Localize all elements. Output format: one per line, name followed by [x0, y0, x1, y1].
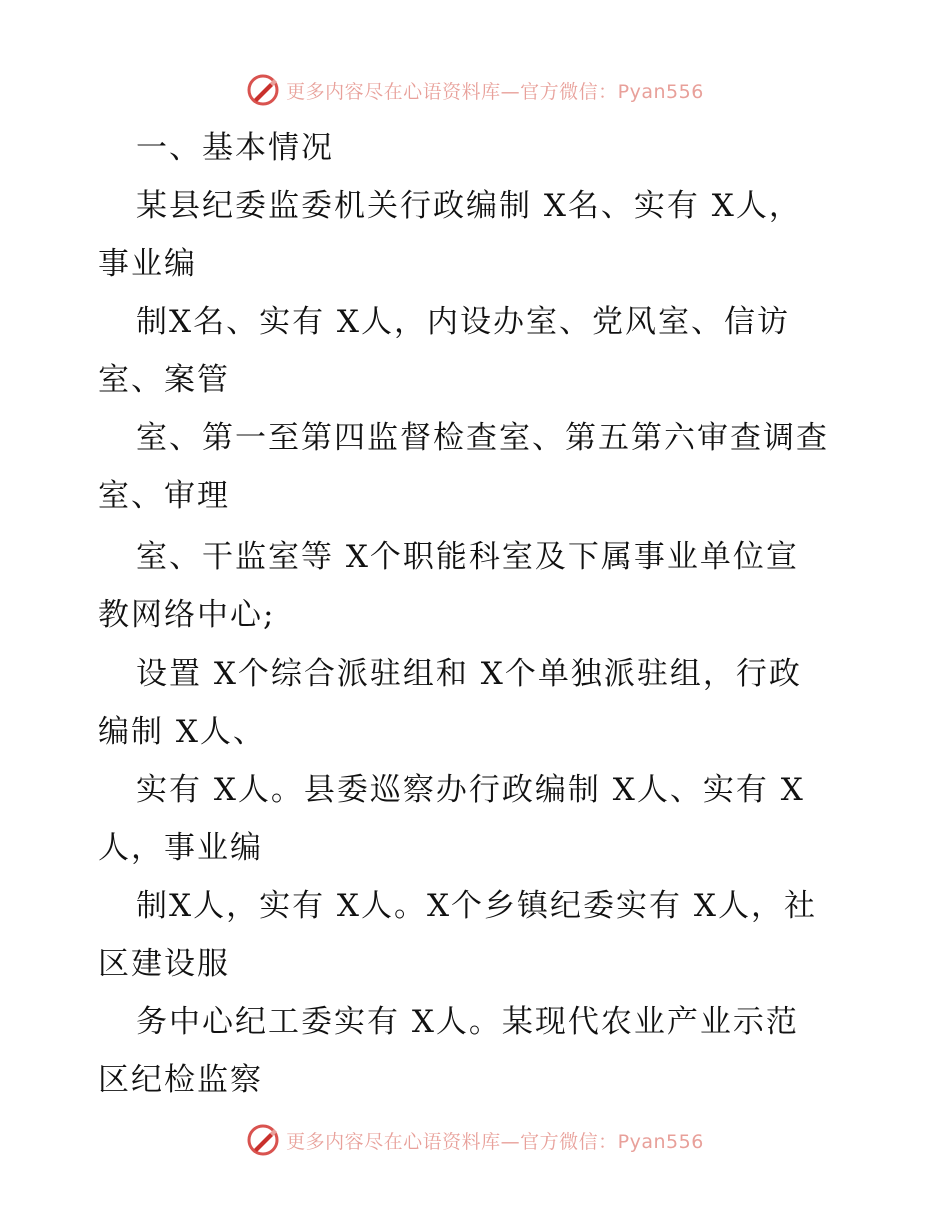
paragraph-line: 区建设服: [98, 946, 230, 982]
watermark-text: 更多内容尽在心语资料库—官方微信：Pyan556: [286, 1130, 704, 1153]
paragraph-line: 室、审理: [98, 478, 230, 514]
paragraph-line: 室、第一至第四监督检查室、第五第六审查调查: [136, 420, 829, 456]
paragraph-line: 制X人，实有 X人。X个乡镇纪委实有 X人，社: [136, 888, 817, 924]
watermark-footer: [0, 1120, 950, 1160]
watermark-text: 更多内容尽在心语资料库—官方微信：Pyan556: [286, 80, 704, 103]
paragraph-line: 人，事业编: [98, 830, 263, 866]
pen-logo-icon: [246, 73, 280, 107]
pen-logo-icon: [246, 1123, 280, 1157]
paragraph-line: 区纪检监察: [98, 1062, 263, 1098]
paragraph-line: 事业编: [98, 246, 197, 282]
section-heading: 一、基本情况: [136, 130, 334, 166]
paragraph-line: 室、案管: [98, 362, 230, 398]
paragraph-line: 编制 X人、: [98, 714, 266, 750]
paragraph-line: 设置 X个综合派驻组和 X个单独派驻组，行政: [136, 656, 802, 692]
watermark-header: [0, 70, 950, 110]
paragraph-line: 某县纪委监委机关行政编制 X名、实有 X人，: [136, 188, 802, 224]
paragraph-line: 制X名、实有 X人，内设办室、党风室、信访: [136, 304, 790, 340]
paragraph-line: 实有 X人。县委巡察办行政编制 X人、实有 X: [136, 772, 805, 808]
paragraph-line: 教网络中心;: [98, 597, 276, 633]
paragraph-line: 务中心纪工委实有 X人。某现代农业产业示范: [136, 1004, 799, 1040]
paragraph-line: 室、干监室等 X个职能科室及下属事业单位宣: [136, 539, 799, 575]
